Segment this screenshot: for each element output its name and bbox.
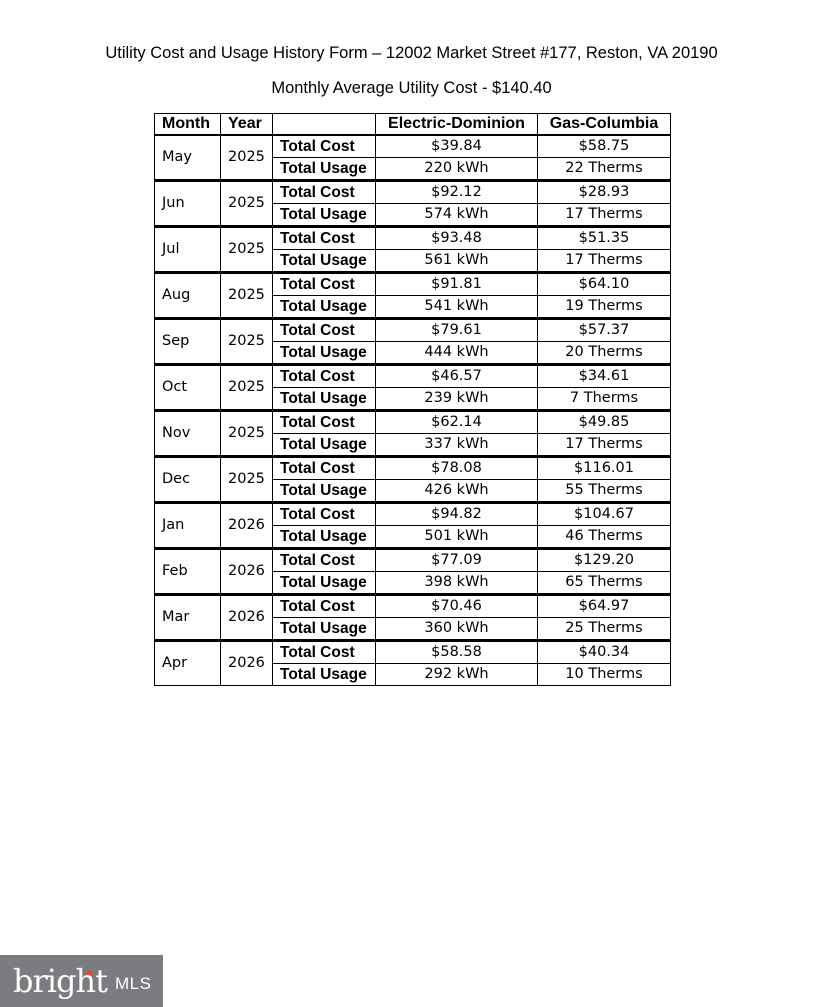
total-cost-label: Total Cost <box>273 135 376 158</box>
table-row-cost <box>155 411 671 434</box>
table-row-cost <box>155 227 671 250</box>
total-usage-label: Total Usage <box>273 204 376 227</box>
total-cost-label: Total Cost <box>273 549 376 572</box>
total-usage-label: Total Usage <box>273 158 376 181</box>
month-cell: Feb <box>155 549 221 595</box>
total-cost-label: Total Cost <box>273 641 376 664</box>
year-cell: 2025 <box>221 365 273 411</box>
electric-usage-cell: 444 kWh <box>376 342 538 365</box>
gas-cost-cell: $129.20 <box>538 549 671 572</box>
header-year: Year <box>221 114 273 136</box>
electric-usage-cell: 360 kWh <box>376 618 538 641</box>
total-cost-label: Total Cost <box>273 227 376 250</box>
year-cell: 2025 <box>221 181 273 227</box>
gas-cost-cell: $57.37 <box>538 319 671 342</box>
gas-usage-cell: 22 Therms <box>538 158 671 181</box>
total-cost-label: Total Cost <box>273 503 376 526</box>
gas-cost-cell: $34.61 <box>538 365 671 388</box>
year-cell: 2026 <box>221 595 273 641</box>
year-cell: 2025 <box>221 135 273 181</box>
electric-cost-cell: $58.58 <box>376 641 538 664</box>
electric-cost-cell: $46.57 <box>376 365 538 388</box>
electric-cost-cell: $62.14 <box>376 411 538 434</box>
gas-usage-cell: 17 Therms <box>538 204 671 227</box>
gas-usage-cell: 17 Therms <box>538 434 671 457</box>
year-cell: 2026 <box>221 641 273 686</box>
monthly-average-cost: Monthly Average Utility Cost - $140.40 <box>271 79 552 97</box>
gas-usage-cell: 7 Therms <box>538 388 671 411</box>
year-cell: 2026 <box>221 549 273 595</box>
table-row-cost <box>155 319 671 342</box>
total-usage-label: Total Usage <box>273 296 376 319</box>
month-cell: Apr <box>155 641 221 686</box>
year-cell: 2025 <box>221 411 273 457</box>
gas-cost-cell: $58.75 <box>538 135 671 158</box>
total-usage-label: Total Usage <box>273 480 376 503</box>
electric-cost-cell: $39.84 <box>376 135 538 158</box>
month-cell: Oct <box>155 365 221 411</box>
electric-cost-cell: $77.09 <box>376 549 538 572</box>
header-electric: Electric-Dominion <box>376 114 538 136</box>
electric-usage-cell: 220 kWh <box>376 158 538 181</box>
gas-cost-cell: $51.35 <box>538 227 671 250</box>
total-usage-label: Total Usage <box>273 664 376 686</box>
month-cell: Aug <box>155 273 221 319</box>
gas-cost-cell: $116.01 <box>538 457 671 480</box>
total-cost-label: Total Cost <box>273 273 376 296</box>
table-body <box>155 135 671 686</box>
total-cost-label: Total Cost <box>273 365 376 388</box>
total-cost-label: Total Cost <box>273 595 376 618</box>
gas-usage-cell: 19 Therms <box>538 296 671 319</box>
year-cell: 2025 <box>221 227 273 273</box>
total-usage-label: Total Usage <box>273 434 376 457</box>
total-usage-label: Total Usage <box>273 388 376 411</box>
gas-usage-cell: 25 Therms <box>538 618 671 641</box>
table-row-cost <box>155 457 671 480</box>
total-cost-label: Total Cost <box>273 411 376 434</box>
electric-cost-cell: $93.48 <box>376 227 538 250</box>
total-cost-label: Total Cost <box>273 181 376 204</box>
total-cost-label: Total Cost <box>273 319 376 342</box>
table-header-row <box>155 114 671 136</box>
electric-usage-cell: 239 kWh <box>376 388 538 411</box>
month-cell: May <box>155 135 221 181</box>
brand-accent-mark <box>85 968 93 975</box>
month-cell: Jul <box>155 227 221 273</box>
table-row-cost <box>155 181 671 204</box>
electric-cost-cell: $79.61 <box>376 319 538 342</box>
month-cell: Dec <box>155 457 221 503</box>
table-row-cost <box>155 549 671 572</box>
total-usage-label: Total Usage <box>273 342 376 365</box>
header-month: Month <box>155 114 221 136</box>
gas-cost-cell: $104.67 <box>538 503 671 526</box>
month-cell: Jan <box>155 503 221 549</box>
gas-usage-cell: 55 Therms <box>538 480 671 503</box>
electric-usage-cell: 501 kWh <box>376 526 538 549</box>
year-cell: 2025 <box>221 319 273 365</box>
gas-usage-cell: 17 Therms <box>538 250 671 273</box>
table-row-cost <box>155 273 671 296</box>
header-gas: Gas-Columbia <box>538 114 671 136</box>
header-label <box>273 114 376 136</box>
total-usage-label: Total Usage <box>273 572 376 595</box>
total-usage-label: Total Usage <box>273 250 376 273</box>
gas-cost-cell: $40.34 <box>538 641 671 664</box>
table-row-cost <box>155 641 671 664</box>
total-usage-label: Total Usage <box>273 618 376 641</box>
table-row-cost <box>155 595 671 618</box>
electric-cost-cell: $70.46 <box>376 595 538 618</box>
table-row-cost <box>155 365 671 388</box>
gas-cost-cell: $49.85 <box>538 411 671 434</box>
total-cost-label: Total Cost <box>273 457 376 480</box>
month-cell: Jun <box>155 181 221 227</box>
table-row-cost <box>155 135 671 158</box>
gas-usage-cell: 46 Therms <box>538 526 671 549</box>
electric-usage-cell: 574 kWh <box>376 204 538 227</box>
document-title: Utility Cost and Usage History Form – 12002 Market Street #177, Reston, VA 20190 <box>105 44 718 62</box>
gas-usage-cell: 10 Therms <box>538 664 671 686</box>
year-cell: 2025 <box>221 273 273 319</box>
electric-cost-cell: $78.08 <box>376 457 538 480</box>
gas-usage-cell: 20 Therms <box>538 342 671 365</box>
utility-history-table <box>154 113 671 686</box>
brand-suffix: MLS <box>114 974 152 993</box>
total-usage-label: Total Usage <box>273 526 376 549</box>
electric-usage-cell: 398 kWh <box>376 572 538 595</box>
gas-cost-cell: $64.10 <box>538 273 671 296</box>
brightmls-watermark <box>0 955 163 1007</box>
brand-logo-text: bright <box>13 962 107 1000</box>
electric-cost-cell: $94.82 <box>376 503 538 526</box>
month-cell: Mar <box>155 595 221 641</box>
year-cell: 2026 <box>221 503 273 549</box>
table-row-cost <box>155 503 671 526</box>
electric-usage-cell: 426 kWh <box>376 480 538 503</box>
gas-cost-cell: $28.93 <box>538 181 671 204</box>
electric-usage-cell: 541 kWh <box>376 296 538 319</box>
gas-usage-cell: 65 Therms <box>538 572 671 595</box>
electric-usage-cell: 337 kWh <box>376 434 538 457</box>
electric-usage-cell: 292 kWh <box>376 664 538 686</box>
electric-usage-cell: 561 kWh <box>376 250 538 273</box>
month-cell: Sep <box>155 319 221 365</box>
electric-cost-cell: $92.12 <box>376 181 538 204</box>
month-cell: Nov <box>155 411 221 457</box>
year-cell: 2025 <box>221 457 273 503</box>
electric-cost-cell: $91.81 <box>376 273 538 296</box>
gas-cost-cell: $64.97 <box>538 595 671 618</box>
